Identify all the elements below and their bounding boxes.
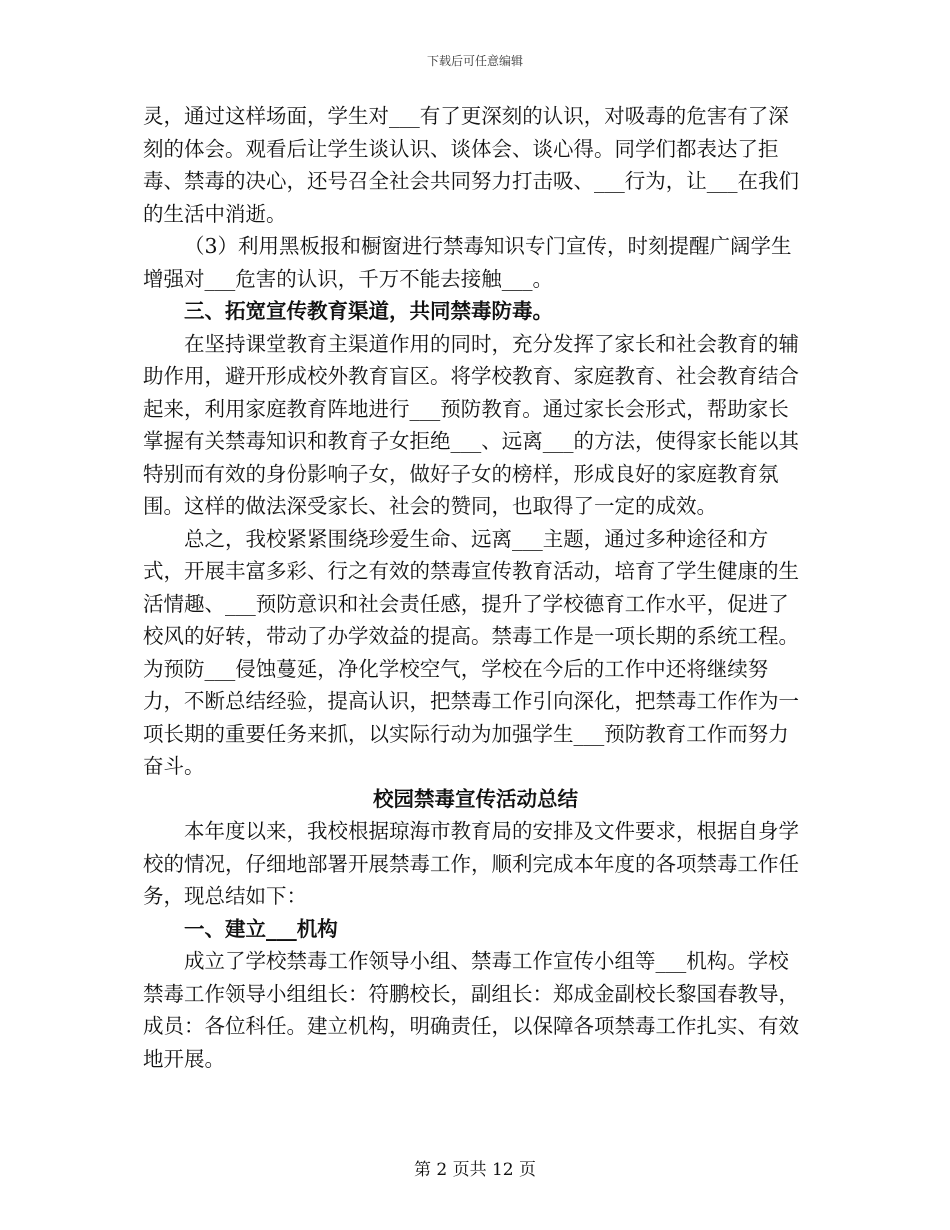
page-header: 下载后可任意编辑 <box>426 54 523 68</box>
paragraph-continuation: 灵，通过这样场面，学生对___有了更深刻的认识，对吸毒的危害有了深刻的体会。观看后让学生谈认识、谈体会、谈心得。同学们都表达了拒毒、禁毒的决心，还号召全社会共同努力打击吸、___行为，让___在我们的生活中消逝。 <box>143 104 799 226</box>
paragraph-blackboard: （3）利用黑板报和橱窗进行禁毒知识专门宣传，时刻提醒广阔学生增强对___危害的认识，千万不能去接触___。 <box>143 234 792 291</box>
paragraph-organization: 成立了学校禁毒工作领导小组、禁毒工作宣传小组等___机构。学校禁毒工作领导小组组长：符鹏校长，副组长：郑成金副校长黎国春教导，成员：各位科任。建立机构，明确责任，以保障各项禁毒工作扎实、有效地开展。 <box>143 949 799 1071</box>
paragraph-intro: 本年度以来，我校根据琼海市教育局的安排及文件要求，根据自身学校的情况，仔细地部署开展禁毒工作，顺利完成本年度的各项禁毒工作任务，现总结如下： <box>143 819 799 908</box>
section-heading-3: 三、拓宽宣传教育渠道，共同禁毒防毒。 <box>184 299 553 323</box>
document-body <box>143 100 808 1075</box>
document-title: 校园禁毒宣传活动总结 <box>373 786 578 811</box>
section-heading-1: 一、建立___机构 <box>184 916 338 941</box>
paragraph-conclusion: 总之，我校紧紧围绕珍爱生命、远离___主题，通过多种途径和方式，开展丰富多彩、行之有效的禁毒宣传教育活动，培育了学生健康的生活情趣、___预防意识和社会责任感，提升了学校德育工作水平，促进了校风的好转，带动了办学效益的提高。禁毒工作是一项长期的系统工程。为预防___侵蚀蔓延，净化学校空气，学校在今后的工作中还将继续努力，不断总结经验，提高认识，把禁毒工作引向深化，把禁毒工作作为一项长期的重要任务来抓，以实际行动为加强学生___预防教育工作而努力奋斗。 <box>143 526 799 778</box>
page-footer: 第 2 页共 12 页 <box>413 1160 537 1180</box>
paragraph-family-education: 在坚持课堂教育主渠道作用的同时，充分发挥了家长和社会教育的辅助作用，避开形成校外教育盲区。将学校教育、家庭教育、社会教育结合起来，利用家庭教育阵地进行___预防教育。通过家长会形式，帮助家长掌握有关禁毒知识和教育子女拒绝___、远离___的方法，使得家长能以其特别而有效的身份影响子女，做好子女的榜样，形成良好的家庭教育氛围。这样的做法深受家长、社会的赞同，也取得了一定的成效。 <box>143 331 799 518</box>
